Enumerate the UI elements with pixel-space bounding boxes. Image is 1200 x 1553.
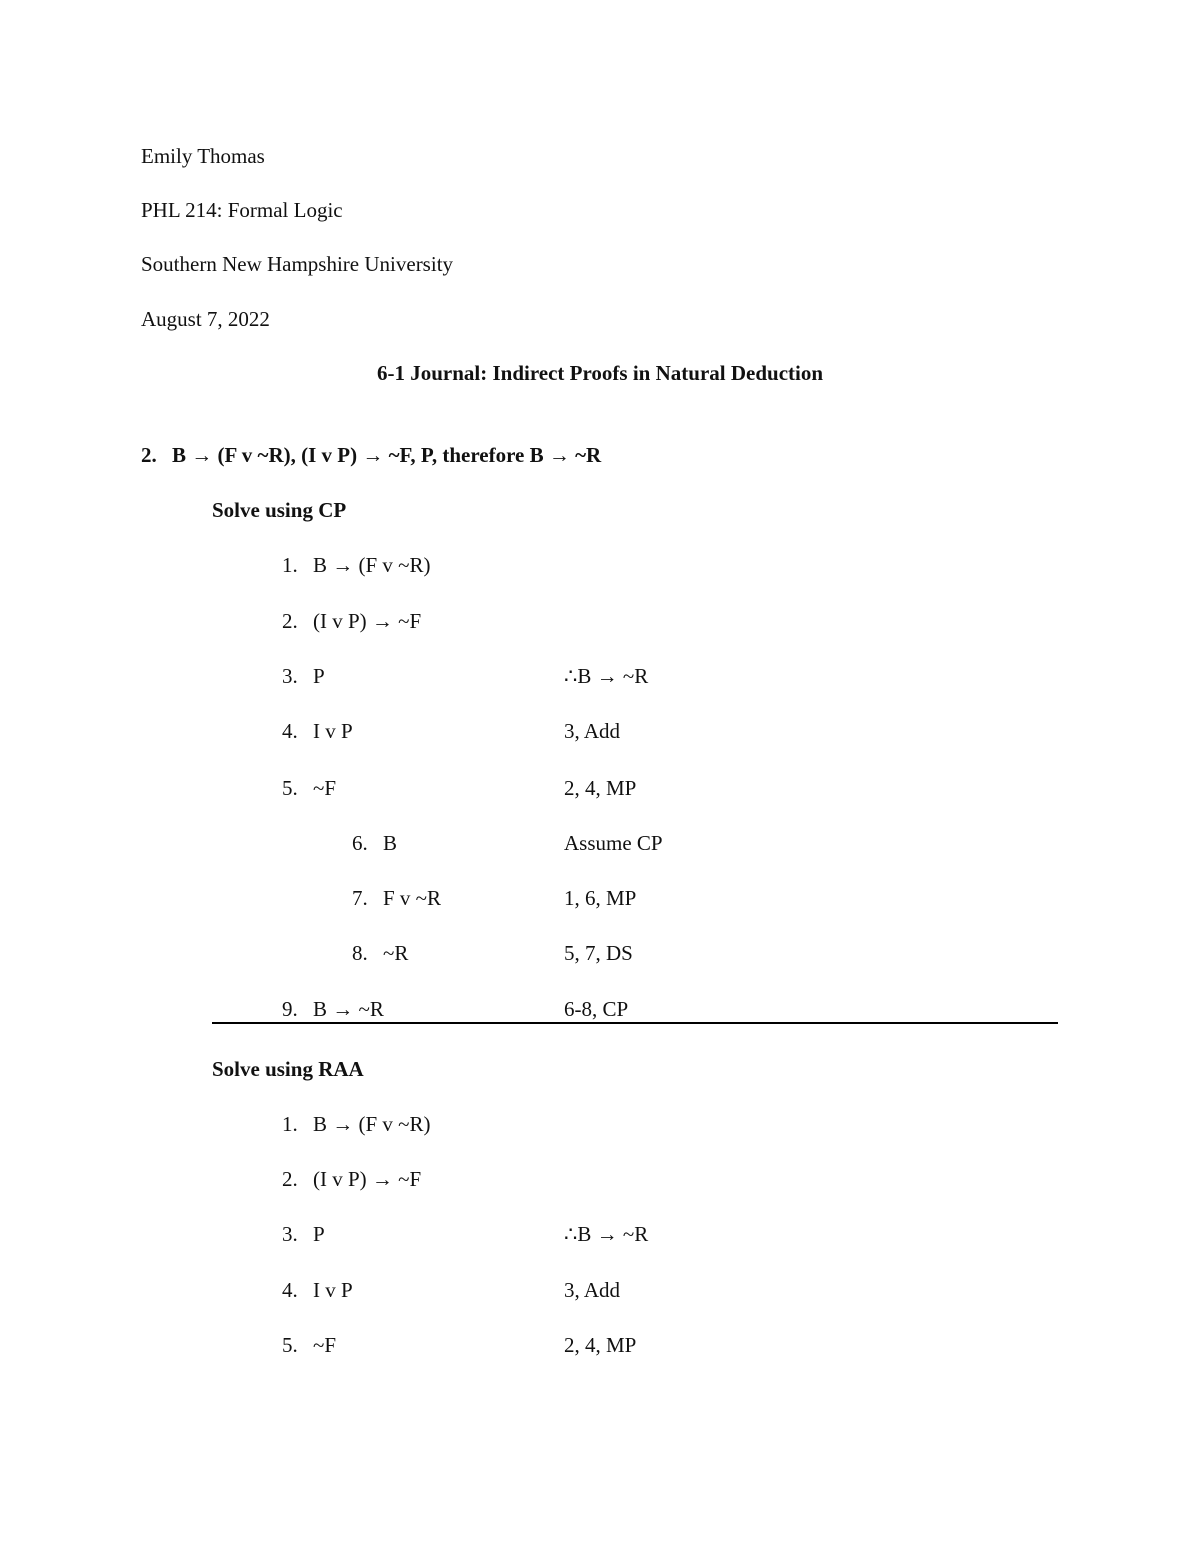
page-title: 6-1 Journal: Indirect Proofs in Natural Deduction — [376, 361, 824, 385]
submission-date: August 7, 2022 — [141, 307, 270, 331]
cp-line-justification: Assume CP — [564, 831, 663, 855]
cp-line-justification: 2, 4, MP — [564, 776, 637, 800]
cp-line-justification: 3, Add — [564, 719, 621, 743]
raa-line-number: 2. — [282, 1167, 298, 1191]
raa-line-number: 5. — [282, 1333, 298, 1357]
raa-line-number: 3. — [282, 1222, 298, 1246]
raa-line-justification: 2, 4, MP — [564, 1333, 637, 1357]
raa-line-number: 4. — [282, 1278, 298, 1302]
cp-line-number: 8. — [352, 941, 368, 965]
cp-line-number: 4. — [282, 719, 298, 743]
raa-line-number: 1. — [282, 1112, 298, 1136]
cp-line-statement: P — [313, 664, 325, 688]
cp-line-justification: 6-8, CP — [564, 997, 629, 1021]
cp-line-number: 7. — [352, 886, 368, 910]
cp-line-number: 6. — [352, 831, 368, 855]
raa-line-statement: I v P — [313, 1278, 353, 1302]
author-name: Emily Thomas — [141, 144, 265, 168]
problem-number: 2. — [141, 443, 157, 467]
cp-line-statement: ~F — [313, 776, 337, 800]
cp-line-statement: F v ~R — [383, 886, 442, 910]
cp-line-statement: I v P — [313, 719, 353, 743]
cp-line-justification: ∴B → ~R — [564, 664, 649, 688]
raa-line-statement: (I v P) → ~F — [313, 1167, 422, 1191]
cp-line-justification: 1, 6, MP — [564, 886, 637, 910]
cp-line-statement: (I v P) → ~F — [313, 609, 422, 633]
cp-line-number: 9. — [282, 997, 298, 1021]
cp-line-number: 5. — [282, 776, 298, 800]
cp-line-number: 3. — [282, 664, 298, 688]
cp-heading: Solve using CP — [212, 498, 347, 522]
raa-line-statement: B → (F v ~R) — [313, 1112, 431, 1136]
problem-statement: B → (F v ~R), (I v P) → ~F, P, therefore B → ~R — [172, 443, 602, 467]
cp-line-statement: B — [383, 831, 398, 855]
university-name: Southern New Hampshire University — [141, 252, 454, 276]
cp-line-number: 1. — [282, 553, 298, 577]
raa-line-justification: 3, Add — [564, 1278, 621, 1302]
section-divider — [212, 1022, 1058, 1024]
cp-line-statement: B → (F v ~R) — [313, 553, 431, 577]
raa-line-statement: P — [313, 1222, 325, 1246]
raa-line-statement: ~F — [313, 1333, 337, 1357]
raa-heading: Solve using RAA — [212, 1057, 364, 1081]
cp-line-number: 2. — [282, 609, 298, 633]
cp-line-statement: ~R — [383, 941, 409, 965]
raa-line-justification: ∴B → ~R — [564, 1222, 649, 1246]
cp-line-statement: B → ~R — [313, 997, 384, 1021]
cp-line-justification: 5, 7, DS — [564, 941, 633, 965]
course-name: PHL 214: Formal Logic — [141, 198, 343, 222]
